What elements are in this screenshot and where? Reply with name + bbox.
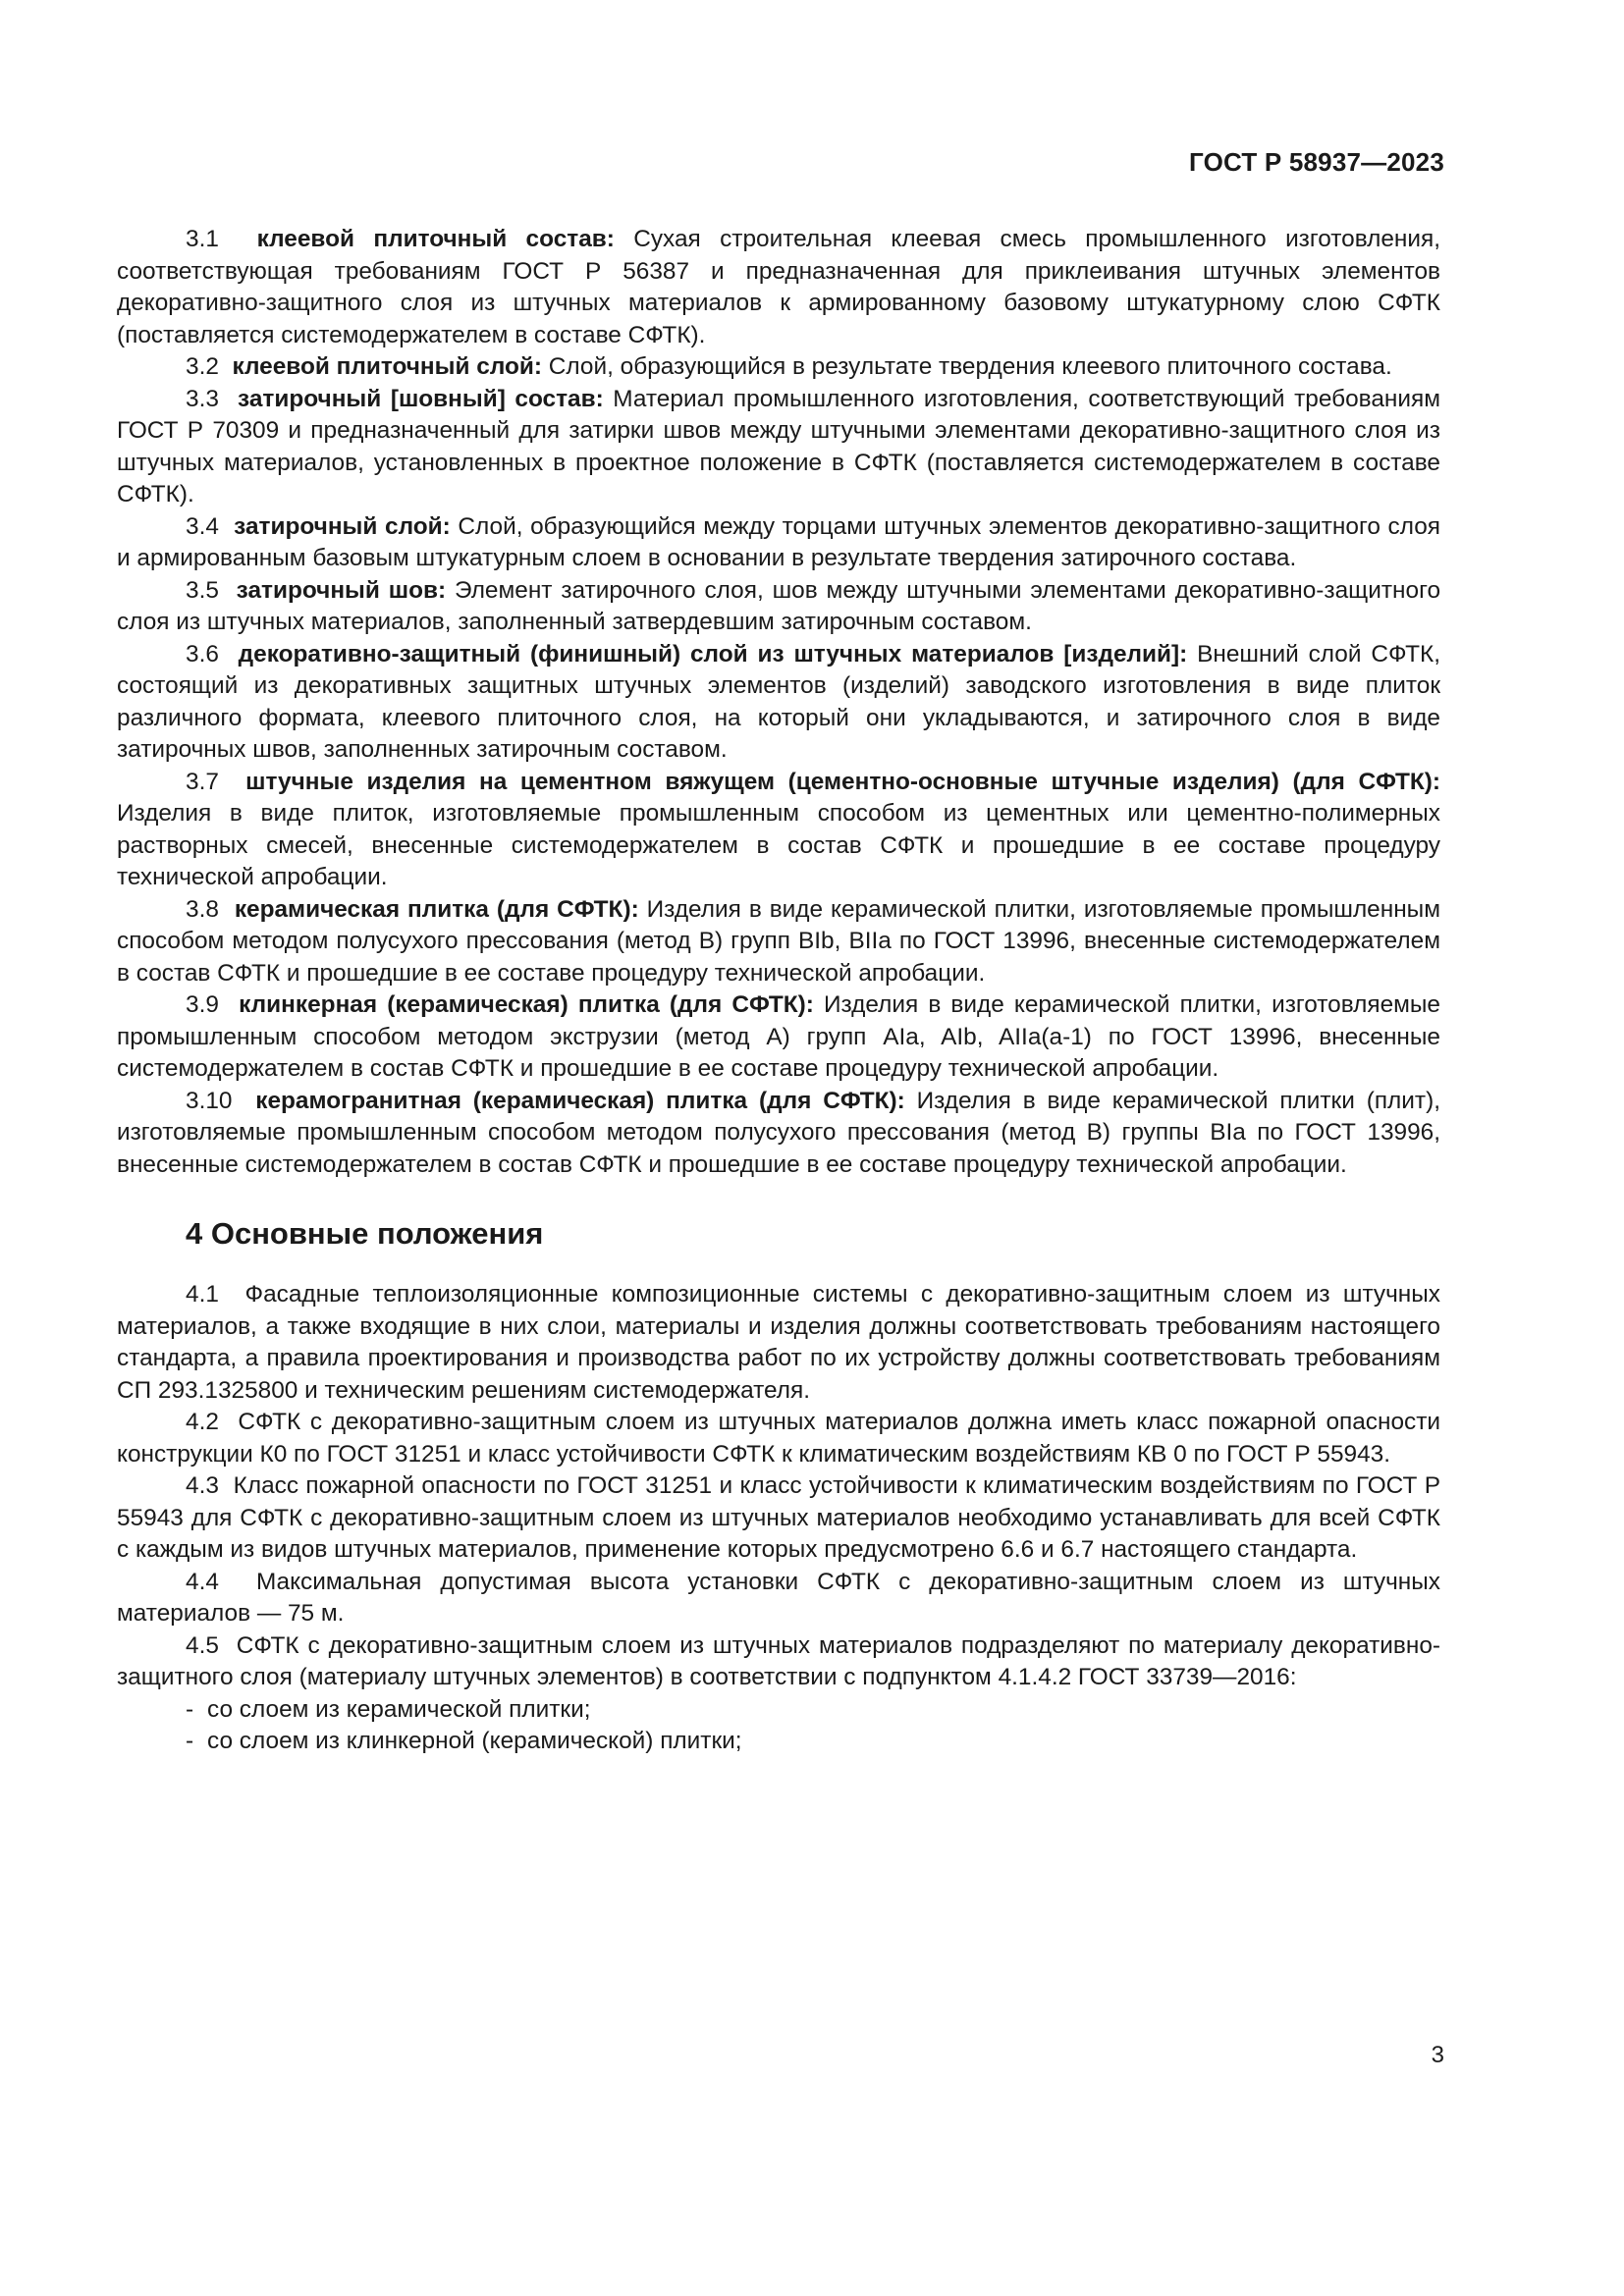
paragraph-text: Класс пожарной опасности по ГОСТ 31251 и класс устойчивости к климатическим воздействиям по ГОСТ Р 55943 для СФТК с декоративно-защитным слоем из штучных материалов необходимо устанавливать для всей СФТК с каждым из видов штучных материалов, применение которых предусмотрено 6.6 и 6.7 настоящего стандарта.	[117, 1472, 1441, 1563]
clause-number: 3.4	[186, 512, 219, 540]
paragraph-text: СФТК с декоративно-защитным слоем из штучных материалов должна иметь класс пожарной опасности конструкции К0 по ГОСТ 31251 и класс устойчивости СФТК к климатическим воздействиям КВ 0 по ГОСТ Р 55943.	[117, 1409, 1440, 1468]
section-paragraph	[117, 1470, 1440, 1567]
clause-number: 3.10	[186, 1087, 233, 1114]
definition-paragraph	[117, 511, 1440, 575]
definition-paragraph	[117, 1086, 1440, 1182]
clause-number: 3.7	[186, 768, 219, 795]
defined-term: декоративно-защитный (финишный) слой из штучных материалов [изделий]:	[238, 640, 1188, 667]
section-paragraph	[117, 1407, 1440, 1470]
definition-paragraph	[117, 639, 1440, 767]
page-number: 3	[1431, 2042, 1444, 2068]
clause-number: 4.3	[186, 1472, 219, 1499]
defined-term: затирочный [шовный] состав:	[238, 385, 604, 412]
clause-number: 4.1	[186, 1281, 219, 1308]
definition-text: Сухая строительная клеевая смесь промышленного изготовления, соответствующая требованиям ГОСТ Р 56387 и предназначенная для приклеивания штучных элементов декоративно-защитного слоя из штучных материалов к армированному базовому штукатурному слою СФТК (поставляется системодержателем в составе СФТК).	[117, 226, 1440, 348]
list-dash: -	[186, 1728, 194, 1754]
definition-text: Внешний слой СФТК, состоящий из декоративных защитных штучных элементов (изделий) заводского изготовления в виде плиток различного формата, клеевого плиточного слоя, на который они укладываются, и затирочного слоя в виде затирочных швов, заполненных затирочным составом.	[117, 640, 1441, 763]
definition-text: Изделия в виде керамической плитки, изготовляемые промышленным способом методом полусухого прессования (метод В) групп BIb, BIIa по ГОСТ 13996, внесенные системодержателем в состав СФТК и прошедшие в ее составе процедуру технической апробации.	[117, 895, 1440, 987]
clause-number: 3.2	[186, 353, 219, 380]
defined-term: затирочный слой:	[234, 512, 451, 540]
definition-text: Слой, образующийся в результате твердения клеевого плиточного состава.	[542, 353, 1392, 380]
clause-number: 4.4	[186, 1568, 219, 1595]
document-header-id: ГОСТ Р 58937—2023	[1189, 147, 1444, 177]
paragraph-text: Максимальная допустимая высота установки СФТК с декоративно-защитным слоем из штучных материалов — 75 м.	[117, 1568, 1440, 1627]
definition-text: Материал промышленного изготовления, соответствующий требованиям ГОСТ Р 70309 и предназначенный для затирки швов между штучными элементами декоративно-защитного слоя из штучных материалов, установленных в проектное положение в СФТК (поставляется системодержателем в составе СФТК).	[117, 385, 1440, 507]
clause-number: 4.2	[186, 1409, 219, 1435]
section-paragraph	[117, 1567, 1440, 1630]
paragraph-text: СФТК с декоративно-защитным слоем из штучных материалов подразделяют по материалу декоративно-защитного слоя (материалу штучных элементов) в соответствии с подпунктом 4.1.4.2 ГОСТ 33739—2016:	[117, 1631, 1441, 1690]
clause-number: 3.9	[186, 991, 219, 1018]
clause-number: 3.8	[186, 895, 219, 923]
list-dash: -	[186, 1695, 194, 1723]
definition-text: Элемент затирочного слоя, шов между штучными элементами декоративно-защитного слоя из штучных материалов, заполненный затвердевшим затирочным составом.	[117, 576, 1441, 635]
defined-term: затирочный шов:	[236, 576, 447, 604]
definition-paragraph	[117, 894, 1440, 990]
definition-paragraph	[117, 989, 1440, 1086]
definition-paragraph	[117, 767, 1440, 894]
clause-number: 3.1	[186, 226, 219, 252]
list-item	[117, 1694, 1440, 1727]
definition-text: Изделия в виде плиток, изготовляемые промышленным способом из цементных или цементно-полимерных растворных смесей, внесенные системодержателем в состав СФТК и прошедшие в ее составе процедуру технической апробации.	[117, 800, 1440, 890]
definition-paragraph	[117, 351, 1440, 384]
definition-text: Изделия в виде керамической плитки, изготовляемые промышленным способом методом экструзии (метод А) групп AIa, AIb, AIIa(a-1) по ГОСТ 13996, внесенные системодержателем в состав СФТК и прошедшие в ее составе процедуру технической апробации.	[117, 991, 1440, 1082]
clause-number: 4.5	[186, 1631, 219, 1659]
section-paragraph	[117, 1279, 1440, 1407]
defined-term: клеевой плиточный слой:	[232, 353, 543, 380]
definition-paragraph	[117, 224, 1440, 351]
definition-text: Слой, образующийся между торцами штучных элементов декоративно-защитного слоя и армированным базовым штукатурным слоем в основании в результате твердения затирочного состава.	[117, 512, 1440, 571]
list-item-text: со слоем из керамической плитки;	[207, 1695, 591, 1723]
material-list	[117, 1694, 1440, 1758]
section-heading: 4 Основные положения	[186, 1216, 544, 1251]
list-item-text: со слоем из клинкерной (керамической) плитки;	[207, 1728, 742, 1754]
definition-paragraph	[117, 384, 1440, 511]
defined-term: керамическая плитка (для СФТК):	[234, 895, 639, 923]
clause-number: 3.3	[186, 385, 219, 412]
clause-number: 3.5	[186, 576, 219, 604]
list-item	[117, 1726, 1440, 1758]
paragraph-text: Фасадные теплоизоляционные композиционные системы с декоративно-защитным слоем из штучных материалов, а также входящие в них слои, материалы и изделия должны соответствовать требованиям настоящего стандарта, а правила проектирования и производства работ по их устройству должны соответствовать требованиям СП 293.1325800 и техническим решениям системодержателя.	[117, 1281, 1440, 1404]
defined-term: клинкерная (керамическая) плитка (для СФТК):	[239, 991, 814, 1018]
defined-term: керамогранитная (керамическая) плитка (для СФТК):	[255, 1087, 905, 1114]
definition-text: Изделия в виде керамической плитки (плит), изготовляемые промышленным способом методом полусухого прессования (метод В) группы BIa по ГОСТ 13996, внесенные системодержателем в состав СФТК и прошедшие в ее составе процедуру технической апробации.	[117, 1087, 1440, 1178]
clause-number: 3.6	[186, 640, 219, 667]
document-body	[117, 224, 1440, 1758]
defined-term: штучные изделия на цементном вяжущем (цементно-основные штучные изделия) (для СФТК):	[245, 768, 1440, 795]
section-paragraph	[117, 1630, 1440, 1694]
definition-paragraph	[117, 575, 1440, 639]
defined-term: клеевой плиточный состав:	[256, 226, 615, 252]
